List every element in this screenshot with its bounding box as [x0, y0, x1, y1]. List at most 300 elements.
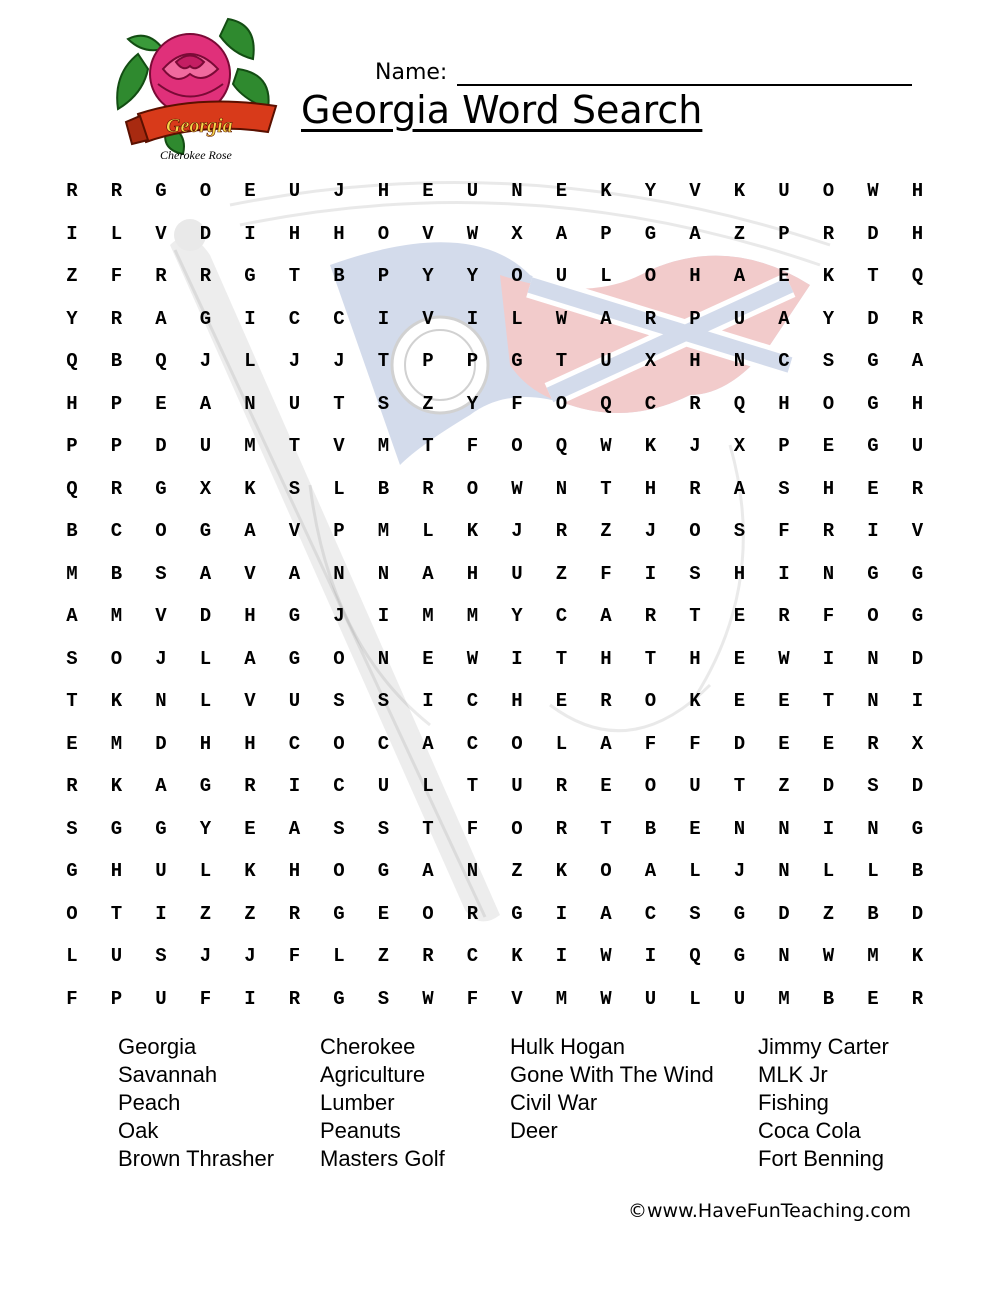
grid-letter[interactable]: R [644, 307, 657, 330]
grid-letter[interactable]: Z [600, 520, 612, 542]
grid-letter[interactable]: M [110, 605, 123, 627]
grid-letter[interactable]: F [288, 945, 301, 967]
grid-letter[interactable]: A [600, 605, 612, 627]
grid-letter[interactable]: W [600, 945, 612, 967]
grid-letter[interactable]: O [822, 180, 835, 202]
grid-letter[interactable]: H [288, 222, 301, 245]
grid-letter[interactable]: H [822, 477, 835, 500]
grid-letter[interactable]: Y [422, 265, 434, 287]
grid-letter[interactable]: I [377, 605, 390, 627]
grid-letter[interactable]: A [689, 222, 701, 245]
grid-letter[interactable]: A [644, 860, 657, 882]
grid-letter[interactable]: E [733, 605, 746, 627]
grid-letter[interactable]: G [155, 817, 167, 840]
grid-letter[interactable]: K [244, 860, 256, 882]
grid-letter[interactable]: O [155, 520, 167, 542]
grid-letter[interactable]: W [466, 647, 479, 670]
grid-letter[interactable]: O [377, 222, 390, 245]
grid-letter[interactable]: O [511, 817, 523, 840]
grid-letter[interactable]: E [555, 180, 568, 202]
grid-letter[interactable]: M [377, 520, 390, 542]
grid-letter[interactable]: M [110, 732, 123, 755]
grid-letter[interactable]: J [199, 350, 212, 372]
grid-letter[interactable]: M [377, 435, 390, 457]
grid-letter[interactable]: S [377, 987, 390, 1010]
grid-letter[interactable]: G [733, 902, 746, 925]
grid-letter[interactable]: T [555, 350, 568, 372]
grid-letter[interactable]: N [333, 562, 345, 585]
grid-letter[interactable]: B [333, 265, 345, 287]
grid-letter[interactable]: E [244, 817, 256, 840]
grid-letter[interactable]: T [600, 477, 612, 500]
grid-letter[interactable]: A [733, 265, 746, 287]
grid-letter[interactable]: K [555, 860, 568, 882]
grid-letter[interactable]: E [733, 690, 746, 712]
grid-letter[interactable]: K [822, 265, 835, 287]
grid-letter[interactable]: H [689, 350, 701, 372]
grid-letter[interactable]: L [689, 860, 701, 882]
grid-letter[interactable]: H [466, 562, 479, 585]
grid-letter[interactable]: T [66, 690, 78, 712]
grid-letter[interactable]: E [600, 775, 612, 797]
grid-letter[interactable]: J [511, 520, 523, 542]
grid-letter[interactable]: R [155, 265, 167, 287]
grid-letter[interactable]: L [822, 860, 835, 882]
grid-letter[interactable]: E [66, 732, 78, 755]
grid-letter[interactable]: F [689, 732, 701, 755]
grid-letter[interactable]: N [555, 477, 568, 500]
grid-letter[interactable]: O [422, 902, 434, 925]
grid-letter[interactable]: J [333, 180, 345, 202]
grid-letter[interactable]: H [288, 860, 301, 882]
grid-letter[interactable]: C [377, 732, 390, 755]
grid-letter[interactable]: T [377, 350, 390, 372]
grid-letter[interactable]: O [644, 775, 657, 797]
grid-letter[interactable]: H [333, 222, 345, 245]
grid-letter[interactable]: I [155, 902, 167, 925]
grid-letter[interactable]: B [822, 987, 835, 1010]
grid-letter[interactable]: Z [244, 902, 256, 925]
grid-letter[interactable]: Z [377, 945, 390, 967]
grid-letter[interactable]: R [199, 265, 212, 287]
grid-letter[interactable]: J [199, 945, 212, 967]
grid-letter[interactable]: Z [822, 902, 835, 925]
grid-letter[interactable]: A [155, 307, 167, 330]
grid-letter[interactable]: E [244, 180, 256, 202]
grid-letter[interactable]: I [511, 647, 523, 670]
grid-letter[interactable]: D [911, 775, 924, 797]
grid-letter[interactable]: T [733, 775, 746, 797]
grid-letter[interactable]: R [555, 817, 568, 840]
grid-letter[interactable]: Z [199, 902, 212, 925]
grid-letter[interactable]: U [733, 987, 746, 1010]
grid-letter[interactable]: W [422, 987, 434, 1010]
grid-letter[interactable]: L [199, 647, 212, 670]
grid-letter[interactable]: H [911, 392, 924, 415]
grid-letter[interactable]: D [778, 902, 790, 925]
grid-letter[interactable]: R [555, 520, 568, 542]
grid-letter[interactable]: V [911, 520, 924, 542]
grid-letter[interactable]: A [911, 350, 924, 372]
grid-letter[interactable]: F [822, 605, 835, 627]
grid-letter[interactable]: Z [511, 860, 523, 882]
grid-letter[interactable]: K [466, 520, 479, 542]
grid-letter[interactable]: W [778, 647, 790, 670]
grid-letter[interactable]: B [110, 562, 123, 585]
grid-letter[interactable]: A [244, 647, 256, 670]
grid-letter[interactable]: I [466, 307, 479, 330]
grid-letter[interactable]: C [110, 520, 123, 542]
grid-letter[interactable]: K [244, 477, 256, 500]
grid-letter[interactable]: K [733, 180, 746, 202]
grid-letter[interactable]: R [422, 945, 434, 967]
grid-letter[interactable]: D [867, 222, 879, 245]
grid-letter[interactable]: W [511, 477, 523, 500]
grid-letter[interactable]: I [555, 902, 568, 925]
grid-letter[interactable]: N [733, 817, 746, 840]
grid-letter[interactable]: S [689, 562, 701, 585]
grid-letter[interactable]: N [377, 562, 390, 585]
grid-letter[interactable]: B [867, 902, 879, 925]
grid-letter[interactable]: P [689, 307, 701, 330]
grid-letter[interactable]: G [733, 945, 746, 967]
grid-letter[interactable]: W [600, 435, 612, 457]
grid-letter[interactable]: I [377, 307, 390, 330]
grid-letter[interactable]: Q [66, 350, 78, 372]
grid-letter[interactable]: D [155, 435, 167, 457]
grid-letter[interactable]: L [199, 690, 212, 712]
grid-letter[interactable]: T [110, 902, 123, 925]
grid-letter[interactable]: N [822, 562, 835, 585]
grid-letter[interactable]: W [555, 307, 568, 330]
grid-letter[interactable]: K [600, 180, 612, 202]
grid-letter[interactable]: G [867, 392, 879, 415]
grid-letter[interactable]: O [511, 732, 523, 755]
grid-letter[interactable]: M [244, 435, 256, 457]
grid-letter[interactable]: U [555, 265, 568, 287]
grid-letter[interactable]: C [644, 392, 657, 415]
grid-letter[interactable]: T [422, 435, 434, 457]
grid-letter[interactable]: A [733, 477, 746, 500]
grid-letter[interactable]: B [911, 860, 924, 882]
grid-letter[interactable]: F [466, 435, 479, 457]
grid-letter[interactable]: X [511, 222, 523, 245]
grid-letter[interactable]: A [600, 902, 612, 925]
grid-letter[interactable]: S [778, 477, 790, 500]
grid-letter[interactable]: L [867, 860, 879, 882]
grid-letter[interactable]: D [733, 732, 746, 755]
grid-letter[interactable]: S [377, 690, 390, 712]
grid-letter[interactable]: A [600, 307, 612, 330]
grid-letter[interactable]: H [644, 477, 657, 500]
grid-letter[interactable]: N [155, 690, 167, 712]
grid-letter[interactable]: U [377, 775, 390, 797]
grid-letter[interactable]: R [110, 307, 123, 330]
grid-letter[interactable]: R [822, 222, 835, 245]
grid-letter[interactable]: Y [66, 307, 78, 330]
grid-letter[interactable]: M [422, 605, 434, 627]
grid-letter[interactable]: O [110, 647, 123, 670]
grid-letter[interactable]: E [822, 732, 835, 755]
grid-letter[interactable]: R [110, 180, 123, 202]
grid-letter[interactable]: E [422, 180, 434, 202]
grid-letter[interactable]: C [288, 307, 301, 330]
grid-letter[interactable]: L [333, 945, 345, 967]
grid-letter[interactable]: U [733, 307, 746, 330]
grid-letter[interactable]: G [911, 605, 924, 627]
grid-letter[interactable]: S [155, 562, 167, 585]
grid-letter[interactable]: I [644, 562, 657, 585]
grid-letter[interactable]: U [155, 987, 167, 1010]
grid-letter[interactable]: H [66, 392, 78, 415]
grid-letter[interactable]: F [600, 562, 612, 585]
grid-letter[interactable]: M [555, 987, 568, 1010]
grid-letter[interactable]: Q [66, 477, 78, 500]
grid-letter[interactable]: N [778, 817, 790, 840]
grid-letter[interactable]: E [377, 902, 390, 925]
grid-letter[interactable]: T [288, 435, 301, 457]
grid-letter[interactable]: J [333, 605, 345, 627]
grid-letter[interactable]: B [66, 520, 78, 542]
grid-letter[interactable]: D [911, 647, 924, 670]
grid-letter[interactable]: P [422, 350, 434, 372]
grid-letter[interactable]: G [66, 860, 78, 882]
grid-letter[interactable]: O [333, 647, 345, 670]
grid-letter[interactable]: C [466, 945, 479, 967]
grid-letter[interactable]: S [377, 817, 390, 840]
grid-letter[interactable]: W [822, 945, 835, 967]
grid-letter[interactable]: A [199, 562, 212, 585]
grid-letter[interactable]: I [867, 520, 879, 542]
grid-letter[interactable]: G [911, 562, 924, 585]
grid-letter[interactable]: H [244, 732, 256, 755]
grid-letter[interactable]: P [110, 987, 123, 1010]
grid-letter[interactable]: U [911, 435, 924, 457]
grid-letter[interactable]: K [911, 945, 924, 967]
grid-letter[interactable]: L [199, 860, 212, 882]
grid-letter[interactable]: C [333, 775, 345, 797]
grid-letter[interactable]: T [333, 392, 345, 415]
grid-letter[interactable]: S [689, 902, 701, 925]
grid-letter[interactable]: E [422, 647, 434, 670]
grid-letter[interactable]: A [155, 775, 167, 797]
grid-letter[interactable]: V [244, 562, 256, 585]
grid-letter[interactable]: T [644, 647, 657, 670]
grid-letter[interactable]: P [778, 435, 790, 457]
grid-letter[interactable]: Z [422, 392, 434, 415]
grid-letter[interactable]: A [778, 307, 790, 330]
grid-letter[interactable]: T [600, 817, 612, 840]
grid-letter[interactable]: U [644, 987, 657, 1010]
grid-letter[interactable]: Q [155, 350, 167, 372]
grid-letter[interactable]: V [511, 987, 523, 1010]
grid-letter[interactable]: J [689, 435, 701, 457]
grid-letter[interactable]: U [689, 775, 701, 797]
grid-letter[interactable]: Y [822, 307, 835, 330]
name-line[interactable] [457, 84, 912, 86]
grid-letter[interactable]: T [555, 647, 568, 670]
grid-letter[interactable]: O [333, 860, 345, 882]
grid-letter[interactable]: G [644, 222, 657, 245]
grid-letter[interactable]: A [555, 222, 568, 245]
grid-letter[interactable]: R [66, 775, 78, 797]
grid-letter[interactable]: J [288, 350, 301, 372]
grid-letter[interactable]: E [867, 477, 879, 500]
grid-letter[interactable]: U [288, 180, 301, 202]
grid-letter[interactable]: R [288, 902, 301, 925]
grid-letter[interactable]: F [644, 732, 657, 755]
grid-letter[interactable]: O [644, 690, 657, 712]
grid-letter[interactable]: C [466, 732, 479, 755]
grid-letter[interactable]: Q [555, 435, 568, 457]
grid-letter[interactable]: G [288, 605, 301, 627]
grid-letter[interactable]: R [644, 605, 657, 627]
grid-letter[interactable]: S [66, 817, 78, 840]
grid-letter[interactable]: Z [733, 222, 746, 245]
grid-letter[interactable]: G [867, 435, 879, 457]
grid-letter[interactable]: H [911, 180, 924, 202]
grid-letter[interactable]: I [778, 562, 790, 585]
grid-letter[interactable]: G [155, 477, 167, 500]
grid-letter[interactable]: G [511, 902, 523, 925]
grid-letter[interactable]: F [466, 817, 479, 840]
grid-letter[interactable]: R [422, 477, 434, 500]
grid-letter[interactable]: R [600, 690, 612, 712]
grid-letter[interactable]: G [244, 265, 256, 287]
grid-letter[interactable]: I [555, 945, 568, 967]
grid-letter[interactable]: U [199, 435, 212, 457]
grid-letter[interactable]: Y [466, 265, 479, 287]
grid-letter[interactable]: N [867, 690, 879, 712]
grid-letter[interactable]: E [689, 817, 701, 840]
grid-letter[interactable]: N [466, 860, 479, 882]
grid-letter[interactable]: U [511, 775, 523, 797]
grid-letter[interactable]: P [110, 435, 123, 457]
grid-letter[interactable]: A [600, 732, 612, 755]
grid-letter[interactable]: A [422, 860, 434, 882]
grid-letter[interactable]: S [333, 690, 345, 712]
grid-letter[interactable]: K [110, 690, 123, 712]
grid-letter[interactable]: T [867, 265, 879, 287]
grid-letter[interactable]: K [511, 945, 523, 967]
grid-letter[interactable]: J [733, 860, 746, 882]
grid-letter[interactable]: H [733, 562, 746, 585]
grid-letter[interactable]: C [778, 350, 790, 372]
grid-letter[interactable]: H [689, 265, 701, 287]
grid-letter[interactable]: K [644, 435, 657, 457]
grid-letter[interactable]: K [689, 690, 701, 712]
grid-letter[interactable]: X [733, 435, 746, 457]
grid-letter[interactable]: L [422, 775, 434, 797]
grid-letter[interactable]: L [110, 222, 123, 245]
grid-letter[interactable]: V [155, 605, 167, 627]
grid-letter[interactable]: W [867, 180, 879, 202]
grid-letter[interactable]: O [199, 180, 212, 202]
grid-letter[interactable]: L [333, 477, 345, 500]
grid-letter[interactable]: A [66, 605, 78, 627]
grid-letter[interactable]: C [555, 605, 568, 627]
grid-letter[interactable]: U [466, 180, 479, 202]
grid-letter[interactable]: L [689, 987, 701, 1010]
grid-letter[interactable]: E [733, 647, 746, 670]
grid-letter[interactable]: A [288, 817, 301, 840]
grid-letter[interactable]: I [422, 690, 434, 712]
grid-letter[interactable]: G [911, 817, 924, 840]
grid-letter[interactable]: R [555, 775, 568, 797]
grid-letter[interactable]: Y [199, 817, 212, 840]
grid-letter[interactable]: Y [644, 180, 657, 202]
grid-letter[interactable]: Z [778, 775, 790, 797]
grid-letter[interactable]: H [778, 392, 790, 415]
grid-letter[interactable]: G [155, 180, 167, 202]
grid-letter[interactable]: C [466, 690, 479, 712]
grid-letter[interactable]: S [66, 647, 78, 670]
grid-letter[interactable]: E [867, 987, 879, 1010]
grid-letter[interactable]: P [377, 265, 390, 287]
grid-letter[interactable]: Z [66, 265, 78, 287]
grid-letter[interactable]: P [778, 222, 790, 245]
grid-letter[interactable]: C [333, 307, 345, 330]
grid-letter[interactable]: P [333, 520, 345, 542]
grid-letter[interactable]: G [377, 860, 390, 882]
grid-letter[interactable]: G [199, 307, 212, 330]
grid-letter[interactable]: U [288, 392, 301, 415]
grid-letter[interactable]: Q [911, 265, 924, 287]
grid-letter[interactable]: I [244, 987, 256, 1010]
grid-letter[interactable]: P [66, 435, 78, 457]
grid-letter[interactable]: L [422, 520, 434, 542]
grid-letter[interactable]: U [155, 860, 167, 882]
grid-letter[interactable]: A [199, 392, 212, 415]
grid-letter[interactable]: V [288, 520, 301, 542]
grid-letter[interactable]: X [911, 732, 924, 755]
grid-letter[interactable]: U [778, 180, 790, 202]
grid-letter[interactable]: R [911, 477, 924, 500]
grid-letter[interactable]: N [867, 647, 879, 670]
grid-letter[interactable]: I [644, 945, 657, 967]
grid-letter[interactable]: X [199, 477, 212, 500]
grid-letter[interactable]: U [288, 690, 301, 712]
grid-letter[interactable]: W [466, 222, 479, 245]
grid-letter[interactable]: H [377, 180, 390, 202]
grid-letter[interactable]: H [244, 605, 256, 627]
grid-letter[interactable]: I [244, 307, 256, 330]
grid-letter[interactable]: D [822, 775, 835, 797]
grid-letter[interactable]: K [110, 775, 123, 797]
grid-letter[interactable]: E [778, 690, 790, 712]
grid-letter[interactable]: F [511, 392, 523, 415]
grid-letter[interactable]: R [822, 520, 835, 542]
grid-letter[interactable]: O [644, 265, 657, 287]
grid-letter[interactable]: T [822, 690, 835, 712]
grid-letter[interactable]: P [466, 350, 479, 372]
grid-letter[interactable]: U [600, 350, 612, 372]
grid-letter[interactable]: I [288, 775, 301, 797]
grid-letter[interactable]: I [822, 647, 835, 670]
grid-letter[interactable]: N [778, 860, 790, 882]
grid-letter[interactable]: J [155, 647, 167, 670]
grid-letter[interactable]: V [333, 435, 345, 457]
grid-letter[interactable]: V [155, 222, 167, 245]
grid-letter[interactable]: Y [466, 392, 479, 415]
grid-letter[interactable]: R [66, 180, 78, 202]
grid-letter[interactable]: R [689, 392, 701, 415]
grid-letter[interactable]: A [422, 732, 434, 755]
grid-letter[interactable]: O [555, 392, 568, 415]
grid-letter[interactable]: M [867, 945, 879, 967]
grid-letter[interactable]: E [155, 392, 167, 415]
grid-letter[interactable]: N [244, 392, 256, 415]
